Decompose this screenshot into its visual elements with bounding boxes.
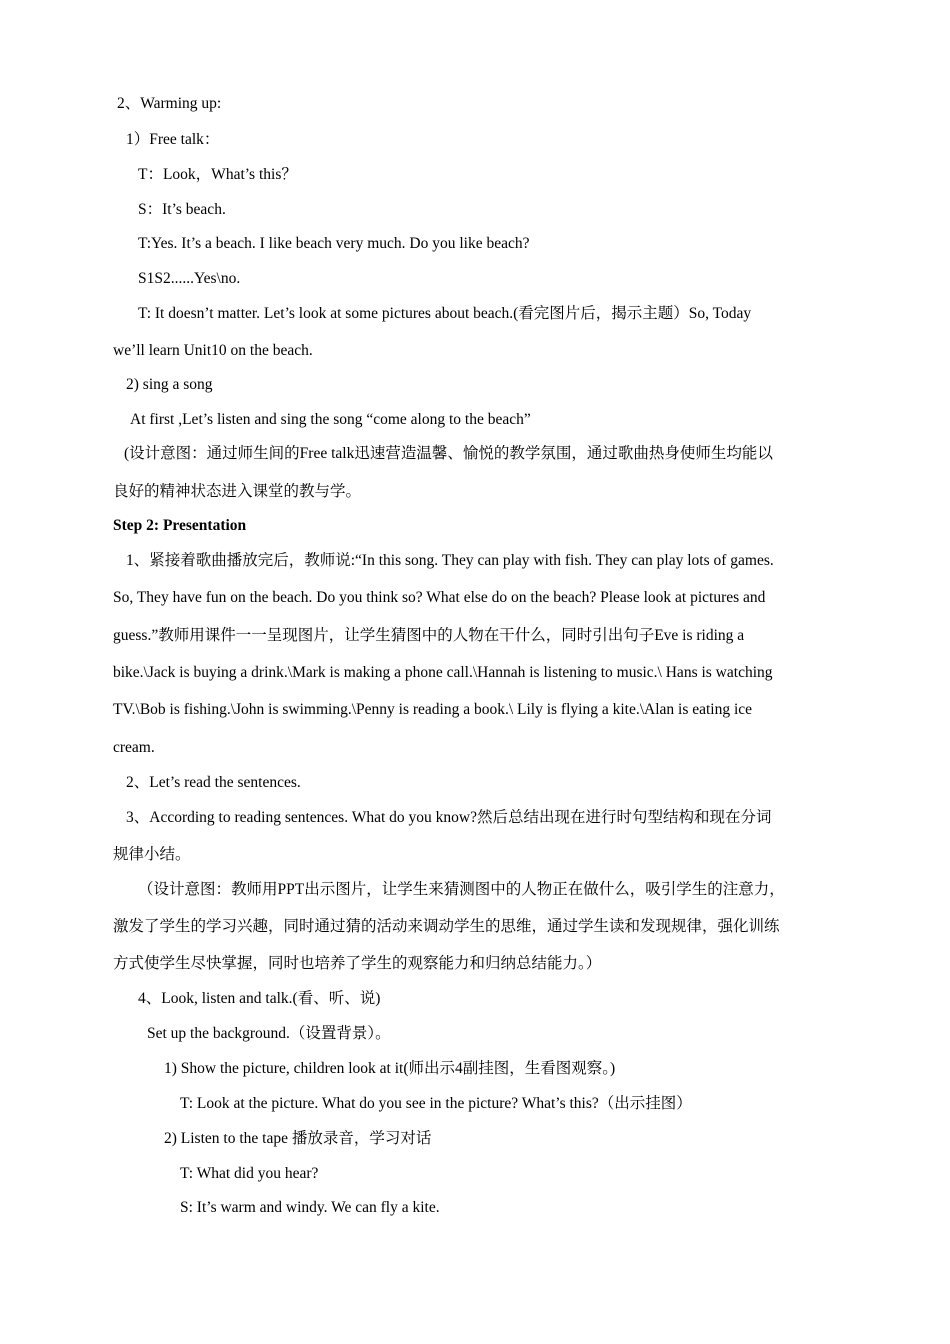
paragraph-line: we’ll learn Unit10 on the beach. <box>113 342 313 359</box>
subheading-sing-a-song: 2) sing a song <box>126 376 213 393</box>
paragraph-line: Set up the background.（设置背景）。 <box>147 1025 391 1042</box>
heading-step-2-presentation: Step 2: Presentation <box>113 517 247 534</box>
dialogue-line: T: Look at the picture. What do you see in the picture? What’s this?（出示挂图） <box>180 1095 692 1112</box>
paragraph-line: So, They have fun on the beach. Do you think so? What else do on the beach? Please look at pictures and <box>113 589 766 606</box>
list-item: 2) Listen to the tape 播放录音，学习对话 <box>164 1130 432 1147</box>
list-item: 2、Let’s read the sentences. <box>126 774 301 791</box>
paragraph-line: 激发了学生的学习兴趣，同时通过猜的活动来调动学生的思维，通过学生读和发现规律，强化训练 <box>113 918 780 935</box>
subheading-free-talk: 1）Free talk： <box>126 131 220 148</box>
paragraph-line: bike.\Jack is buying a drink.\Mark is making a phone call.\Hannah is listening to music.\ Hans is watching <box>113 664 773 681</box>
paragraph-line: TV.\Bob is fishing.\John is swimming.\Penny is reading a book.\ Lily is flying a kite.\Alan is eating ice <box>113 701 753 718</box>
heading-warming-up: 2、Warming up: <box>117 95 222 112</box>
design-intent-note: (设计意图：通过师生间的Free talk迅速营造温馨、愉悦的教学氛围，通过歌曲热身使师生均能以 <box>124 445 773 462</box>
paragraph-line: 1、紧接着歌曲播放完后，教师说:“In this song. They can play with fish. They can play lots of games. <box>126 552 774 569</box>
paragraph-line: 方式使学生尽快掌握，同时也培养了学生的观察能力和归纳总结能力。） <box>113 955 602 972</box>
paragraph-line: cream. <box>113 739 155 756</box>
paragraph-line: At first ,Let’s listen and sing the song “come along to the beach” <box>130 411 531 428</box>
list-item: 1) Show the picture, children look at it(师出示4副挂图，生看图观察。) <box>164 1060 616 1077</box>
paragraph-line: 良好的精神状态进入课堂的教与学。 <box>113 483 362 500</box>
dialogue-line: T: What did you hear? <box>180 1165 319 1182</box>
list-item: 4、Look, listen and talk.(看、听、说) <box>138 990 381 1007</box>
dialogue-line: T: It doesn’t matter. Let’s look at some pictures about beach.(看完图片后，揭示主题）So, Today <box>138 305 752 322</box>
dialogue-line: T：Look，What’s this？ <box>138 166 297 183</box>
dialogue-line: S1S2......Yes\no. <box>138 270 241 287</box>
dialogue-line: S：It’s beach. <box>138 201 226 218</box>
paragraph-line: 规律小结。 <box>113 846 191 863</box>
dialogue-line: T:Yes. It’s a beach. I like beach very much. Do you like beach? <box>138 235 530 252</box>
paragraph-line: guess.”教师用课件一一呈现图片，让学生猜图中的人物在干什么，同时引出句子Eve is riding a <box>113 627 745 644</box>
dialogue-line: S: It’s warm and windy. We can fly a kite. <box>180 1199 440 1216</box>
list-item: 3、According to reading sentences. What do you know?然后总结出现在进行时句型结构和现在分词 <box>126 809 772 826</box>
design-intent-note: （设计意图：教师用PPT出示图片，让学生来猜测图中的人物正在做什么，吸引学生的注意力， <box>138 881 785 898</box>
